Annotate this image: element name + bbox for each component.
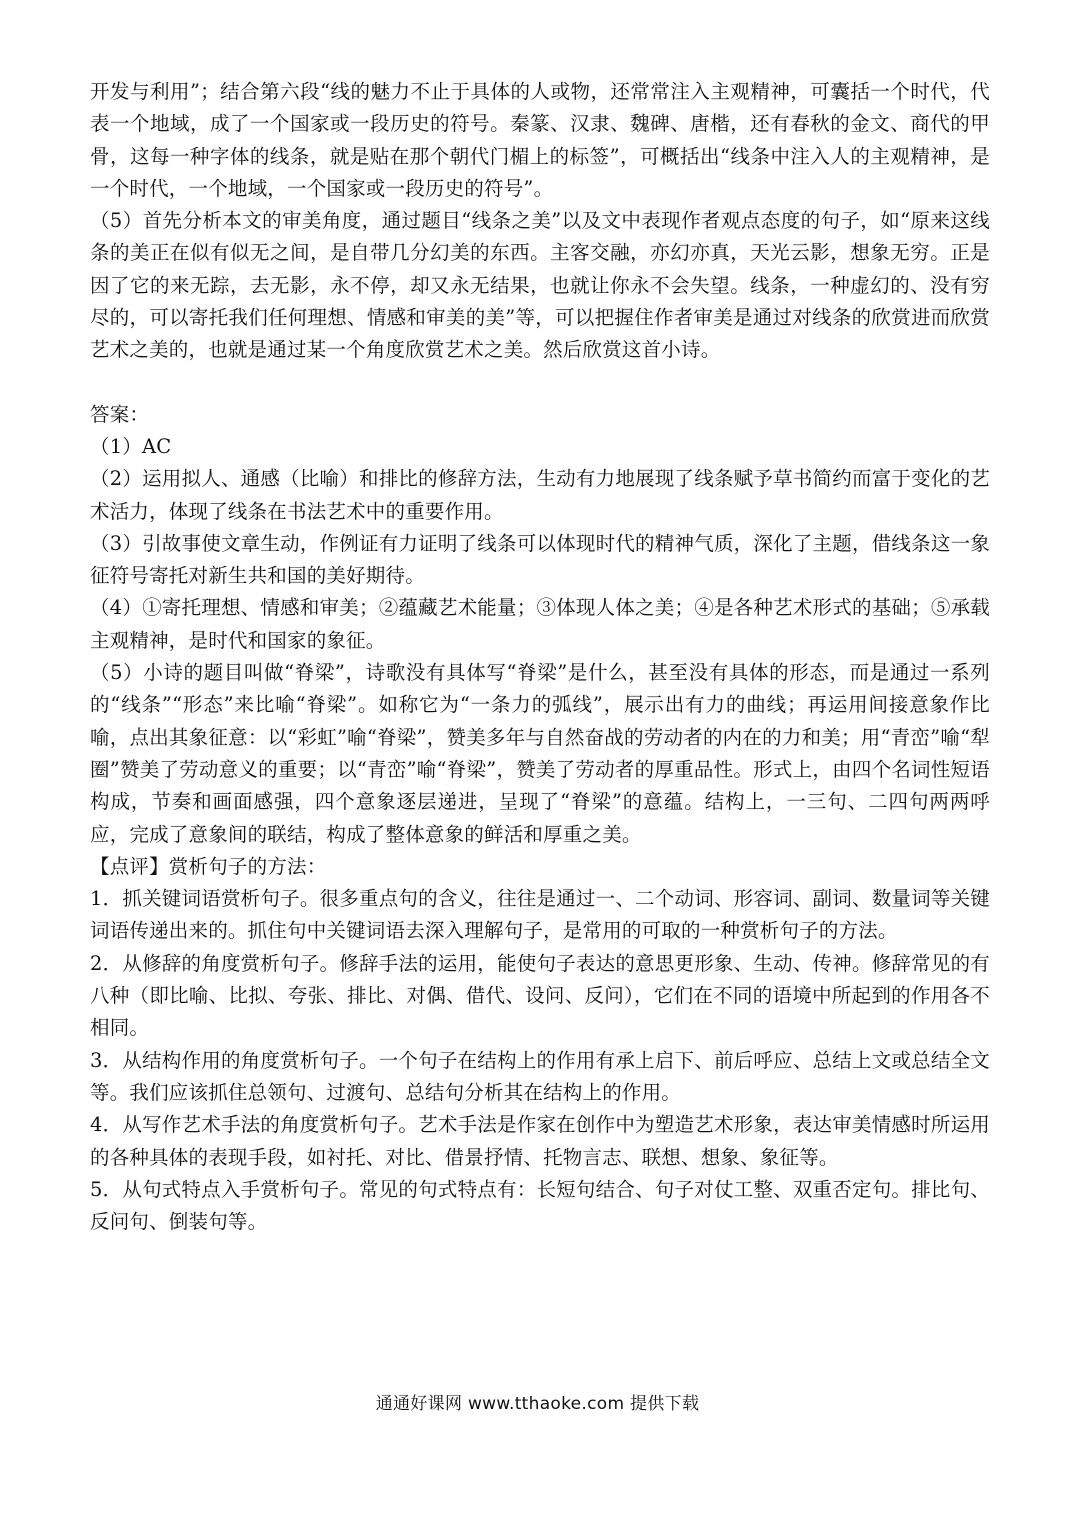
method-3: 3．从结构作用的角度赏析句子。一个句子在结构上的作用有承上启下、前后呼应、总结上文或总结全文等。我们应该抓住总领句、过渡句、总结句分析其在结构上的作用。 bbox=[90, 1048, 990, 1104]
paragraph-analysis-continued: 开发与利用”；结合第六段“线的魅力不止于具体的人或物，还常常注入主观精神，可囊括一个时代，代表一个地域，成了一个国家或一段历史的符号。秦篆、汉隶、魏碑、唐楷，还有春秋的金文、商代的甲骨，这每一种字体的线条，就是贴在那个朝代门楣上的标签”，可概括出“线条中注入人的主观精神，是一个时代，一个地域，一个国家或一段历史的符号”。 bbox=[90, 80, 990, 200]
paragraph-analysis-5: （5）首先分析本文的审美角度，通过题目“线条之美”以及文中表现作者观点态度的句子，如“原来这线条的美正在似有似无之间，是自带几分幻美的东西。主客交融，亦幻亦真，天光云影，想象无穷。正是因了它的来无踪，去无影，永不停，却又永无结果，也就让你永不会失望。线条，一种虚幻的、没有穷尽的，可以寄托我们任何理想、情感和审美的美”等，可以把握住作者审美是通过对线条的欣赏进而欣赏艺术之美的，也就是通过某一个角度欣赏艺术之美。然后欣赏这首小诗。 bbox=[90, 209, 990, 362]
comment-heading: 【点评】赏析句子的方法： bbox=[90, 854, 327, 878]
page-footer: 通通好课网 www.tthaoke.com 提供下载 bbox=[375, 1394, 700, 1414]
answer-1: （1）AC bbox=[90, 434, 172, 458]
blank-line bbox=[90, 367, 990, 399]
answer-3: （3）引故事使文章生动，作例证有力证明了线条可以体现时代的精神气质，深化了主题，借线条这一象征符号寄托对新生共和国的美好期待。 bbox=[90, 531, 990, 588]
method-5: 5．从句式特点入手赏析句子。常见的句式特点有：长短句结合、句子对仗工整、双重否定句。排比句、反问句、倒装句等。 bbox=[90, 1177, 990, 1234]
method-4: 4．从写作艺术手法的角度赏析句子。艺术手法是作家在创作中为塑造艺术形象，表达审美情感时所运用的各种具体的表现手段，如衬托、对比、借景抒情、托物言志、联想、想象、象征等。 bbox=[90, 1113, 990, 1169]
answer-5: （5）小诗的题目叫做“脊梁”，诗歌没有具体写“脊梁”是什么，甚至没有具体的形态，而是通过一系列的“线条”“形态”来比喻“脊梁”。如称它为“一条力的弧线”，展示出有力的曲线；再运用间接意象作比喻，点出其象征意：以“彩虹”喻“脊梁”，赞美多年与自然奋战的劳动者的内在的力和美；用“青峦”喻“犁圈”赞美了劳动意义的重要；以“青峦”喻“脊梁”，赞美了劳动者的厚重品性。形式上，由四个名词性短语构成，节奏和画面感强，四个意象逐层递进，呈现了“脊梁”的意蕴。结构上，一三句、二四句两两呼应，完成了意象间的联结，构成了整体意象的鲜活和厚重之美。 bbox=[90, 661, 990, 846]
method-2: 2．从修辞的角度赏析句子。修辞手法的运用，能使句子表达的意思更形象、生动、传神。修辞常见的有八种（即比喻、比拟、夸张、排比、对偶、借代、设问、反问），它们在不同的语境中所起到的作用各不相同。 bbox=[90, 951, 990, 1040]
answer-4: （4）①寄托理想、情感和审美；②蕴藏艺术能量；③体现人体之美；④是各种艺术形式的基础；⑤承载主观精神，是时代和国家的象征。 bbox=[90, 596, 990, 652]
method-1: 1．抓关键词语赏析句子。很多重点句的含义，往往是通过一、二个动词、形容词、副词、数量词等关键词语传递出来的。抓住句中关键词语去深入理解句子，是常用的可取的一种赏析句子的方法。 bbox=[90, 887, 990, 943]
answer-2: （2）运用拟人、通感（比喻）和排比的修辞方法，生动有力地展现了线条赋予草书简约而富于变化的艺术活力，体现了线条在书法艺术中的重要作用。 bbox=[90, 467, 990, 523]
answer-heading: 答案： bbox=[90, 402, 150, 426]
document-body bbox=[90, 76, 990, 1238]
